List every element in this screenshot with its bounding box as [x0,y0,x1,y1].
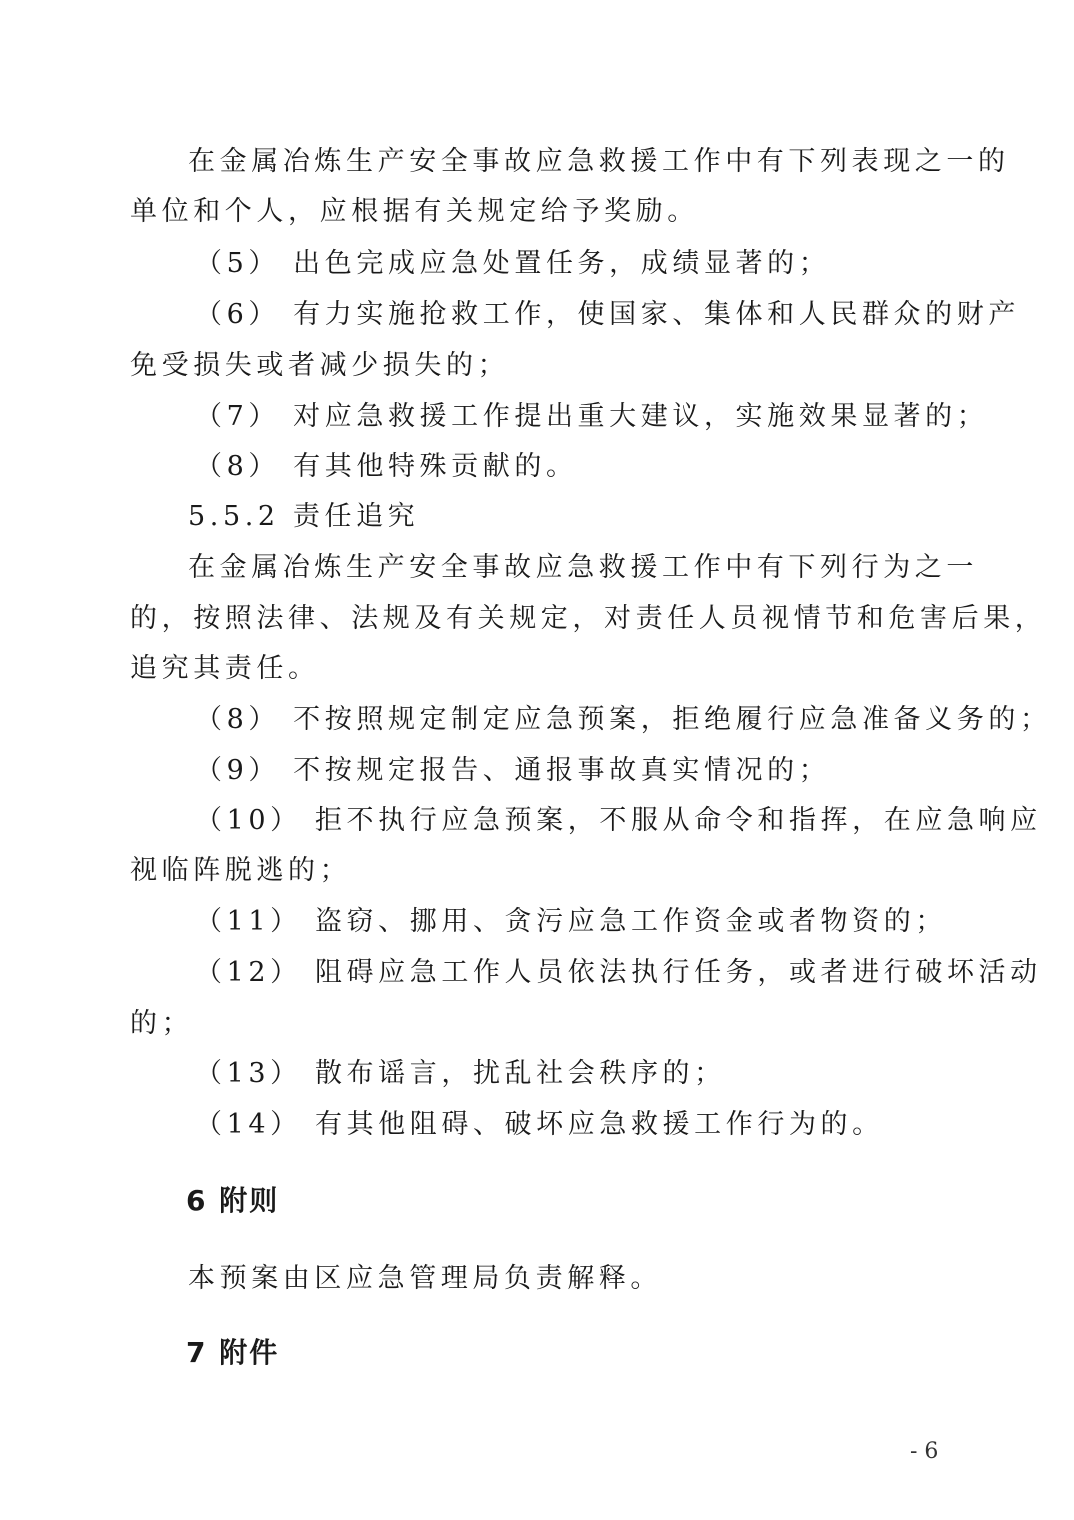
list-item-continuation: 视临阵脱逃的； [130,855,352,886]
list-item: （11） 盗窃、挪用、贪污应急工作资金或者物资的； [195,906,947,937]
list-item: （10） 拒不执行应急预案，不服从命令和指挥，在应急响应 [195,805,1042,836]
paragraph-line: 追究其责任。 [130,653,320,684]
paragraph-line: 的，按照法律、法规及有关规定，对责任人员视情节和危害后果， [130,603,1047,634]
list-item-continuation: 免受损失或者减少损失的； [130,350,510,381]
subsection-title: 5.5.2 责任追究 [188,501,420,532]
list-item: （13） 散布谣言，扰乱社会秩序的； [195,1058,726,1089]
list-item: （9） 不按规定报告、通报事故真实情况的； [195,755,831,786]
paragraph-line: 本预案由区应急管理局负责解释。 [188,1263,662,1294]
paragraph-line: 单位和个人，应根据有关规定给予奖励。 [130,196,699,227]
paragraph-line: 在金属冶炼生产安全事故应急救援工作中有下列表现之一的 [188,146,1010,177]
list-item: （8） 不按照规定制定应急预案，拒绝履行应急准备义务的； [195,704,1052,735]
paragraph-line: 在金属冶炼生产安全事故应急救援工作中有下列行为之一 [188,552,978,583]
list-item-continuation: 的； [130,1008,194,1039]
page-number: - 6 [910,1439,939,1464]
section-heading-appendix-rules: 6 附则 [186,1184,280,1217]
list-item: （5） 出色完成应急处置任务，成绩显著的； [195,248,831,279]
list-item: （12） 阻碍应急工作人员依法执行任务，或者进行破坏活动 [195,957,1042,988]
list-item: （7） 对应急救援工作提出重大建议，实施效果显著的； [195,401,989,432]
section-heading-attachments: 7 附件 [186,1336,280,1369]
list-item: （14） 有其他阻碍、破坏应急救援工作行为的。 [195,1109,884,1140]
list-item: （8） 有其他特殊贡献的。 [195,451,578,482]
list-item: （6） 有力实施抢救工作，使国家、集体和人民群众的财产 [195,299,1020,330]
